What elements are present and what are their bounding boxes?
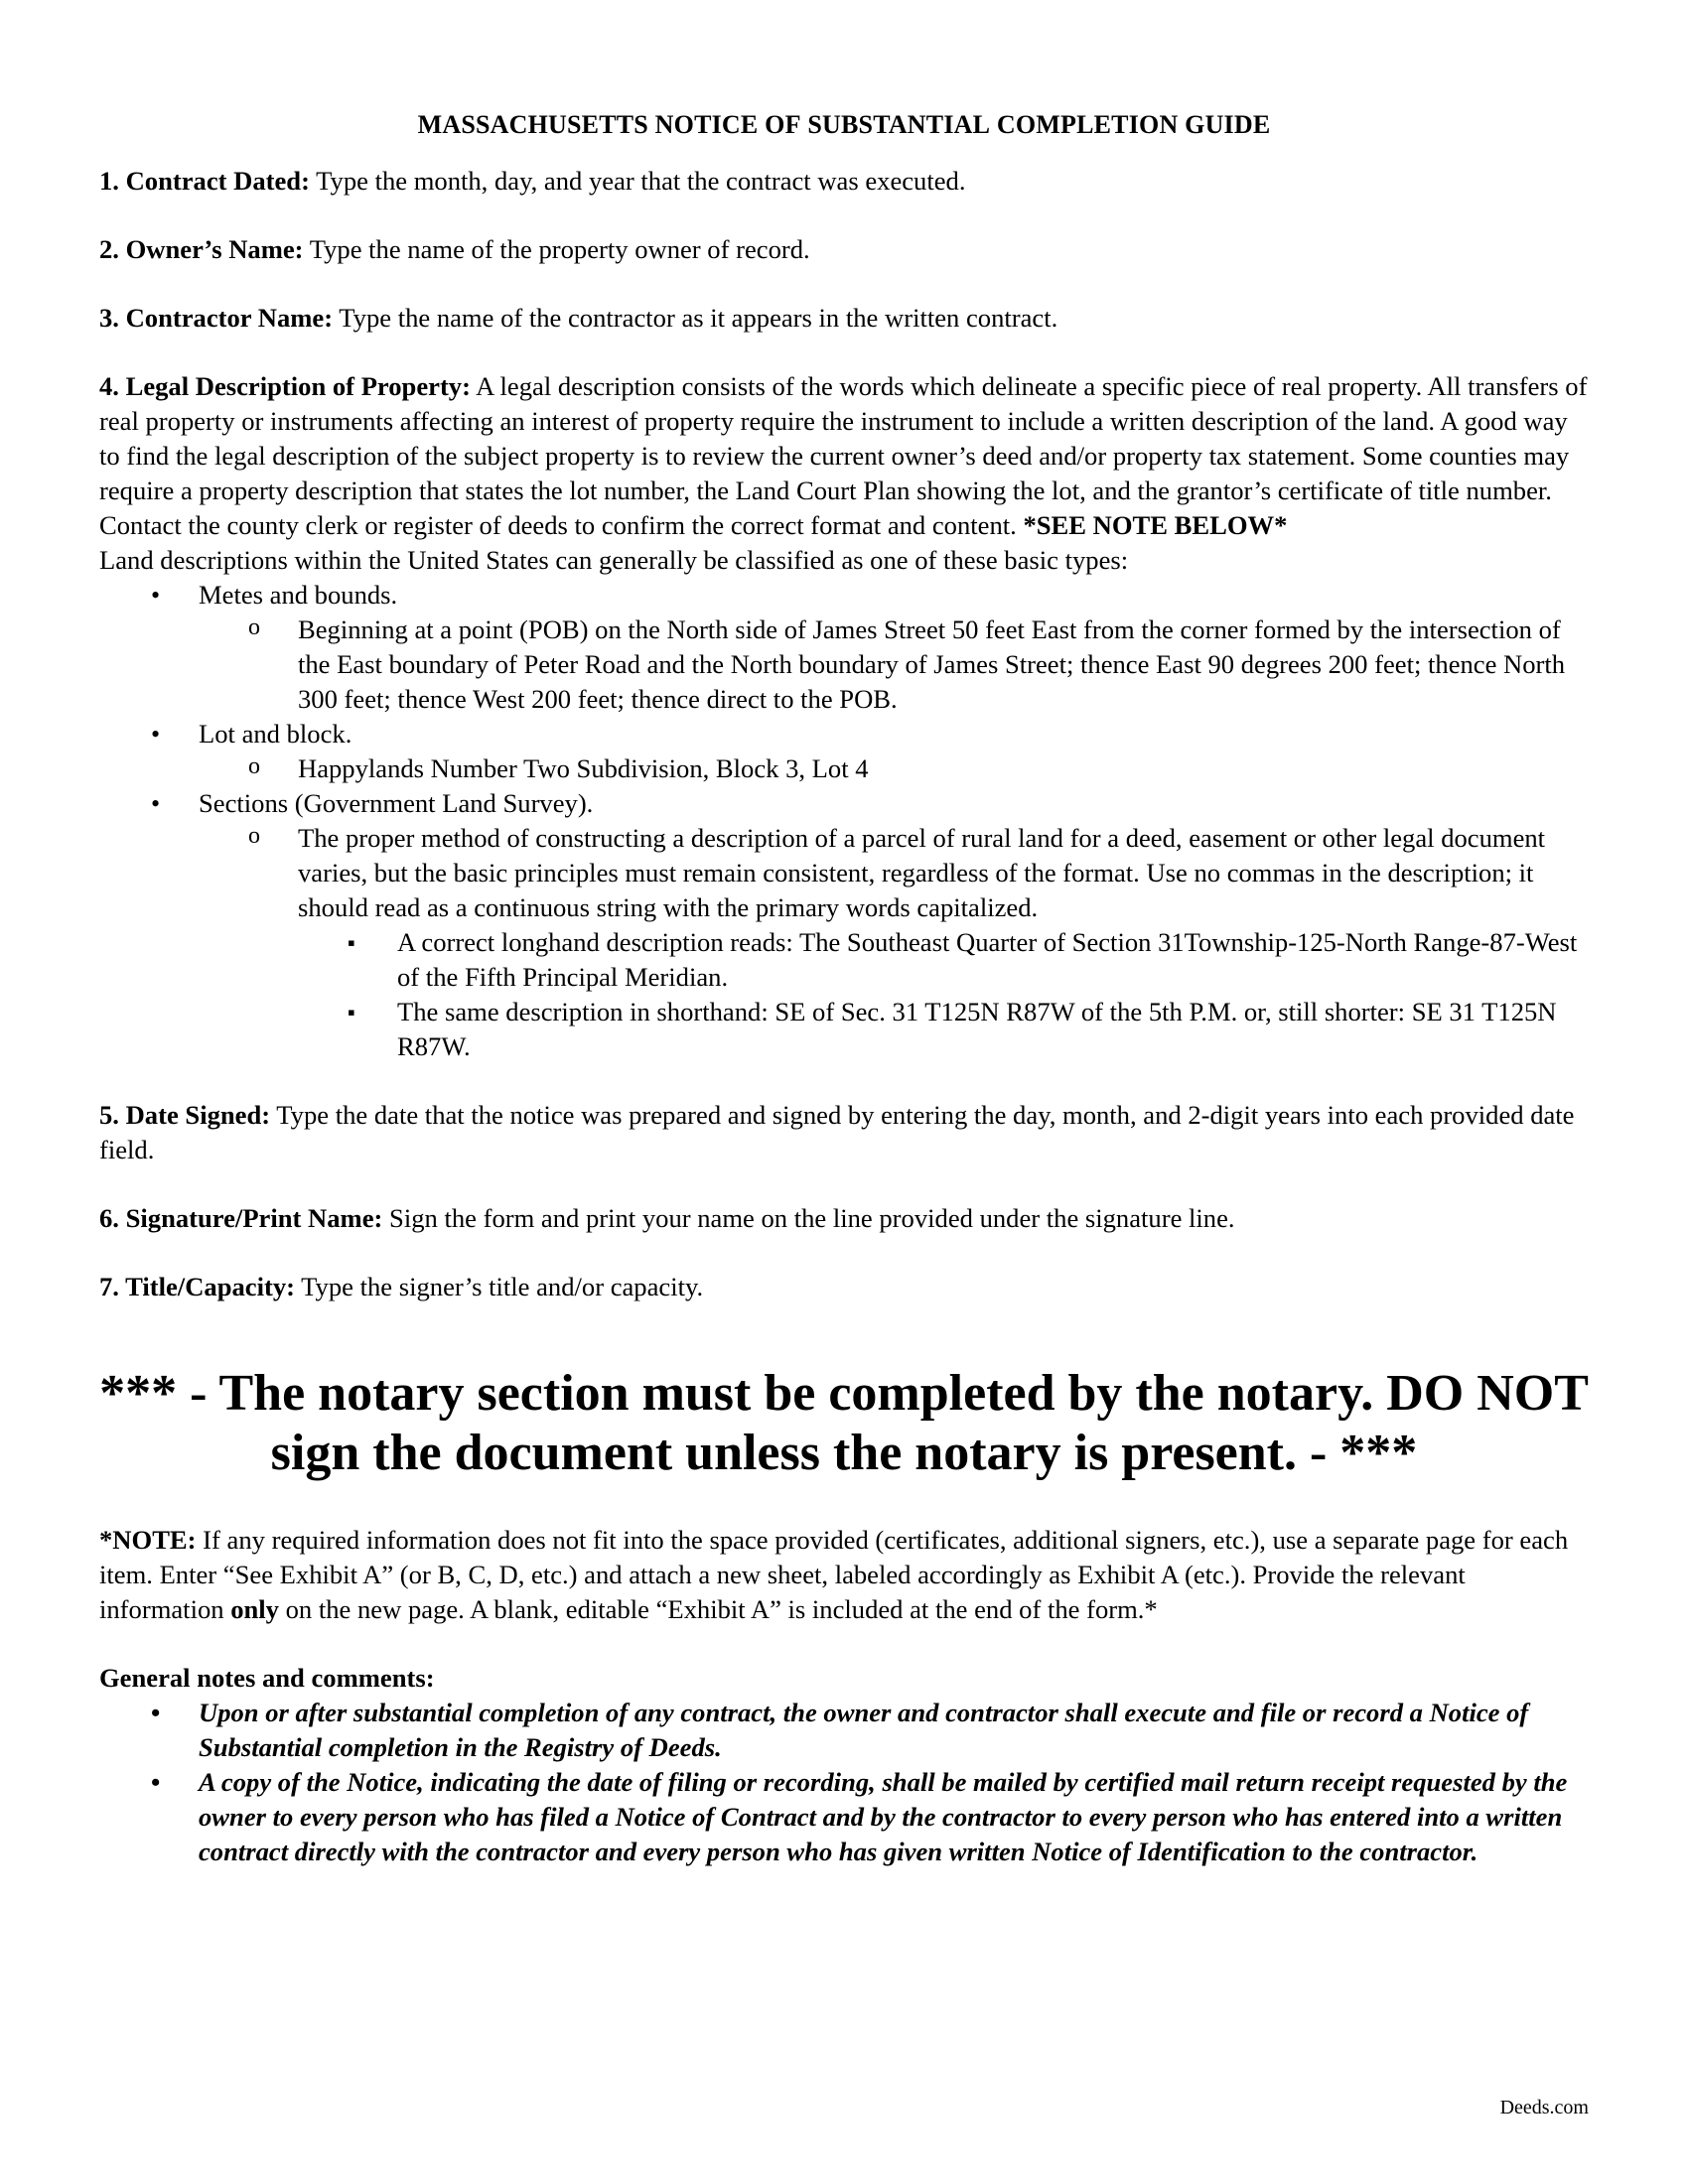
general-notes-list — [99, 1696, 1589, 1869]
document-title: MASSACHUSETTS NOTICE OF SUBSTANTIAL COMPLETION GUIDE — [417, 110, 1271, 139]
item-contractor-name — [99, 301, 1589, 336]
item-title-capacity — [99, 1270, 1589, 1304]
list-item: • Lot and block. o Happylands Number Two Subdivision, Block 3, Lot 4 — [99, 717, 1589, 786]
item-label: 7. Title/Capacity: — [99, 1272, 295, 1301]
item-text: Type the signer’s title and/or capacity. — [295, 1272, 704, 1301]
item-label: 4. Legal Description of Property: — [99, 371, 471, 401]
item-text: Type the month, day, and year that the contract was executed. — [309, 166, 966, 196]
list-item: • A copy of the Notice, indicating the date of filing or recording, shall be mailed by certified mail return receipt requested by the owner to every person who has filed a Notice of Contract and by the contractor to every person who has entered into a written contract directly with the contractor and every person who has given written Notice of Identification to the contractor. — [99, 1765, 1589, 1869]
list-item: ▪ The same description in shorthand: SE of Sec. 31 T125N R87W of the 5th P.M. or, still shorter: SE 31 T125N R87W. — [298, 995, 1589, 1064]
exhibit-note: *NOTE: If any required information does not fit into the space provided (certificates, additional signers, etc.), use a separate page for each item. Enter “See Exhibit A” (or B, C, D, etc.) and attach a new sheet, labeled accordingly as Exhibit A (etc.). Provide the relevant information only on the new page. A blank, editable “Exhibit A” is included at the end of the form.* — [99, 1525, 1569, 1624]
item-signature-print-name — [99, 1201, 1589, 1236]
item-text: A legal description consists of the words which delineate a specific piece of real property. All transfers of real property or instruments affecting an interest of property require the instrument to include a written description of the land. A good way to find the legal description of the subject property is to review the current owner’s deed and/or property tax statement. Some counties may require a property description that states the lot number, the Land Court Plan showing the lot, and the grantor’s certificate of title number. Contact the county clerk or register of deeds to confirm the correct format and content. — [99, 371, 1588, 540]
list-item: • Metes and bounds. o Beginning at a point (POB) on the North side of James Street 50 feet East from the corner formed by the intersection of the East boundary of Peter Road and the North boundary of James Street; thence East 90 degrees 200 feet; thence North 300 feet; thence West 200 feet; thence direct to the POB. — [99, 578, 1589, 717]
list-item: • Upon or after substantial completion of any contract, the owner and contractor shall execute and file or record a Notice of Substantial completion in the Registry of Deeds. — [99, 1696, 1589, 1765]
general-notes-heading: General notes and comments: — [99, 1663, 435, 1693]
see-note-below: *SEE NOTE BELOW* — [1023, 510, 1288, 540]
land-description-types — [99, 578, 1589, 1064]
item-text: Type the name of the contractor as it appears in the written contract. — [333, 303, 1058, 333]
item-owners-name — [99, 232, 1589, 267]
item-legal-description — [99, 369, 1589, 1064]
list-item: o Happylands Number Two Subdivision, Block 3, Lot 4 — [199, 751, 1589, 786]
item-label: 6. Signature/Print Name: — [99, 1203, 383, 1233]
item-label: 5. Date Signed: — [99, 1100, 271, 1130]
list-item: ▪ A correct longhand description reads: The Southeast Quarter of Section 31Township-125-North Range-87-West of the Fifth Principal Meridian. — [298, 925, 1589, 995]
item-text: Type the name of the property owner of record. — [303, 234, 810, 264]
item-label: 3. Contractor Name: — [99, 303, 334, 333]
item-text: Type the date that the notice was prepared and signed by entering the day, month, and 2-digit years into each provided date field. — [99, 1100, 1575, 1164]
document-page — [99, 107, 1589, 1869]
list-item: o Beginning at a point (POB) on the North side of James Street 50 feet East from the corner formed by the intersection of the East boundary of Peter Road and the North boundary of James Street; thence East 90 degrees 200 feet; thence North 300 feet; thence West 200 feet; thence direct to the POB. — [199, 613, 1589, 717]
list-item: o The proper method of constructing a description of a parcel of rural land for a deed, easement or other legal document varies, but the basic principles must remain consistent, regardless of the format. Use no commas in the description; it should read as a continuous string with the primary words capitalized. ▪ A correct longhand description reads: The Southeast Quarter of Section 31Township-125-North Range-87-West of the Fifth Principal Meridian. ▪ The same description in shorthand: SE of Sec. 31 T125N R87W of the 5th P.M. or, still shorter: SE 31 T125N R87W. — [199, 821, 1589, 1064]
item-contract-dated — [99, 164, 1589, 199]
item-label: 2. Owner’s Name: — [99, 234, 304, 264]
list-item: • Sections (Government Land Survey). o The proper method of constructing a description of a parcel of rural land for a deed, easement or other legal document varies, but the basic principles must remain consistent, regardless of the format. Use no commas in the description; it should read as a continuous string with the primary words capitalized. ▪ A correct longhand description reads: The Southeast Quarter of Section 31Township-125-North Range-87-West of the Fifth Principal Meridian. ▪ The same description in shorthand: SE of Sec. 31 T125N R87W of the 5th P.M. or, still shorter: SE 31 T125N R87W. — [99, 786, 1589, 1064]
item-date-signed — [99, 1098, 1589, 1167]
notary-warning: *** - The notary section must be completed by the notary. DO NOT sign the document unless the notary is present. - *** — [99, 1365, 1589, 1481]
item-text: Sign the form and print your name on the line provided under the signature line. — [382, 1203, 1235, 1233]
land-descriptions-intro: Land descriptions within the United States can generally be classified as one of these basic types: — [99, 545, 1129, 575]
item-label: 1. Contract Dated: — [99, 166, 310, 196]
footer-brand: Deeds.com — [1499, 2097, 1589, 2118]
